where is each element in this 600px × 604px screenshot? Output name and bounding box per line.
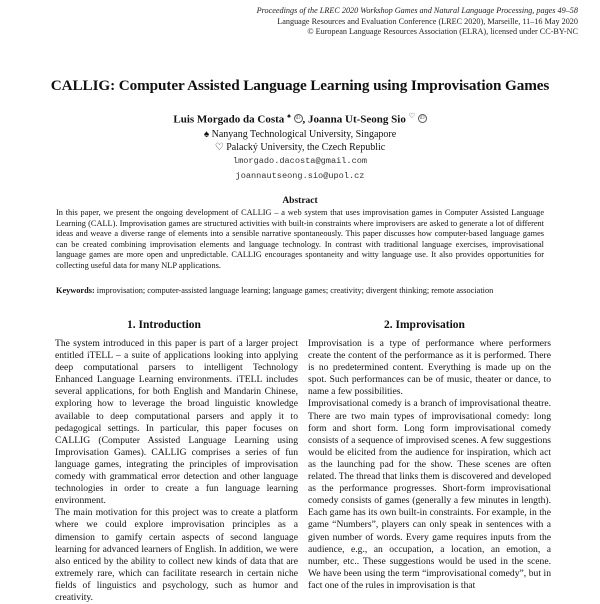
author-1-name: Luis Morgado da Costa xyxy=(173,113,285,126)
intro-paragraph-2: The main motivation for this project was to create a platform where we could explore improvisation principles as a dimension to gamify certain aspects of second language learning for advanced learners of English. In addition, we were also enticed by the ability to collect new kinds of data that are extremely rare, which can facilitate research in certain niche fields of linguistics and psychology, such as humor and creativity. xyxy=(55,507,298,603)
proceedings-header xyxy=(198,6,578,38)
email-2[interactable]: joannautseong.sio@upol.cz xyxy=(235,171,365,181)
email-1[interactable]: lmorgado.dacosta@gmail.com xyxy=(232,156,368,166)
author-1-mark: ♠ xyxy=(287,112,291,120)
orcid-icon[interactable]: iD xyxy=(295,115,301,121)
keywords-text: improvisation; computer-assisted language learning; language games; creativity; divergent thinking; remote association xyxy=(96,286,494,295)
author-2-mark: ♡ xyxy=(408,112,415,120)
abstract-heading: Abstract xyxy=(282,196,318,206)
keywords xyxy=(56,285,544,296)
abstract-text: In this paper, we present the ongoing development of CALLIG – a web system that uses improvisation games in Computer Assisted Language Learning (CALL). Improvisation games are structured activities with built-in constraints where improvisers are asked to generate a lot of different ideas and weave a diverse range of elements into a sensible narrative spontaneously. This paper discusses how computer-based language games can be created combining improvisation elements and language technology. In contrast with traditional language exercises, improvisational language games are more open and unpredictable. CALLIG encourages spontaneity and witty language use. It also provides opportunities for collecting useful data for many NLP applications. xyxy=(56,208,544,270)
improv-paragraph-1: Improvisation is a type of performance where performers create the content of the performance as it is performed. There is no predetermined content. Everything is made up on the spot. Such performances can be of music, theater or dance, to name a few possibilities. xyxy=(308,338,551,398)
header-line-3: © European Language Resources Association (ELRA), licensed under CC-BY-NC xyxy=(307,27,578,36)
section-2-heading: 2. Improvisation xyxy=(384,319,465,331)
section-1-heading: 1. Introduction xyxy=(127,319,201,331)
author-line: Luis Morgado da Costa ♠ iD , Joanna Ut-Seong Sio ♡ iD xyxy=(173,112,425,126)
header-line-2: Language Resources and Evaluation Conference (LREC 2020), Marseille, 11–16 May 2020 xyxy=(277,16,578,26)
column-left xyxy=(55,338,298,604)
intro-paragraph-1: The system introduced in this paper is part of a larger project entitled iTELL – a suite of applications looking into applying deep computational parsers to intelligent Technology Enhanced Language Learning environments. iTELL includes several applications, for both English and Mandarin Chinese, exploring how to leverage the broad linguistic knowledge available to deep computational parsers and apply it to pedagogical settings. In particular, this paper focuses on CALLIG (Computer Assisted Language Learning using Improvisation Games). CALLIG comprises a series of fun language games, integrating the principles of improvisation comedy with grammatical error detection and other language technologies in order to create a fun language learning environment. xyxy=(55,338,298,507)
improv-paragraph-2: Improvisational comedy is a branch of improvisational theatre. There are two main types of improvisational comedy: long form and short form. Long form improvisational comedy consists of a sequence of improvised scenes. A few suggestions would be elicited from the audience for inspiration, which act as the launching pad for the show. These scenes are often related. The thread that links them is discovered and developed as the performance progresses. Short-form improvisational comedy consists of games (generally a few minutes in length). Each game has its own built-in constraints. For example, in the game “Numbers”, players can only speak in sentences with a given number of words. Every game requires inputs from the audience, e.g., an occupation, a location, an emotion, a number, etc.. These suggestions would be used in the scene. We have been using the term “improvisational comedy”, but in fact one of the rules in improvisation is that xyxy=(308,398,551,591)
header-line-1: Proceedings of the LREC 2020 Workshop Games and Natural Language Processing, pages 49–58 xyxy=(256,6,578,15)
keywords-label: Keywords: xyxy=(56,286,95,295)
column-right xyxy=(308,338,551,592)
author-2-name: Joanna Ut-Seong Sio xyxy=(308,113,406,126)
affiliation-2: ♡ Palacký University, the Czech Republic xyxy=(214,142,386,153)
affiliation-1: ♠ Nanyang Technological University, Singapore xyxy=(203,129,397,140)
orcid-icon[interactable]: iD xyxy=(419,115,425,121)
paper-title: CALLIG: Computer Assisted Language Learning using Improvisation Games xyxy=(50,77,550,94)
